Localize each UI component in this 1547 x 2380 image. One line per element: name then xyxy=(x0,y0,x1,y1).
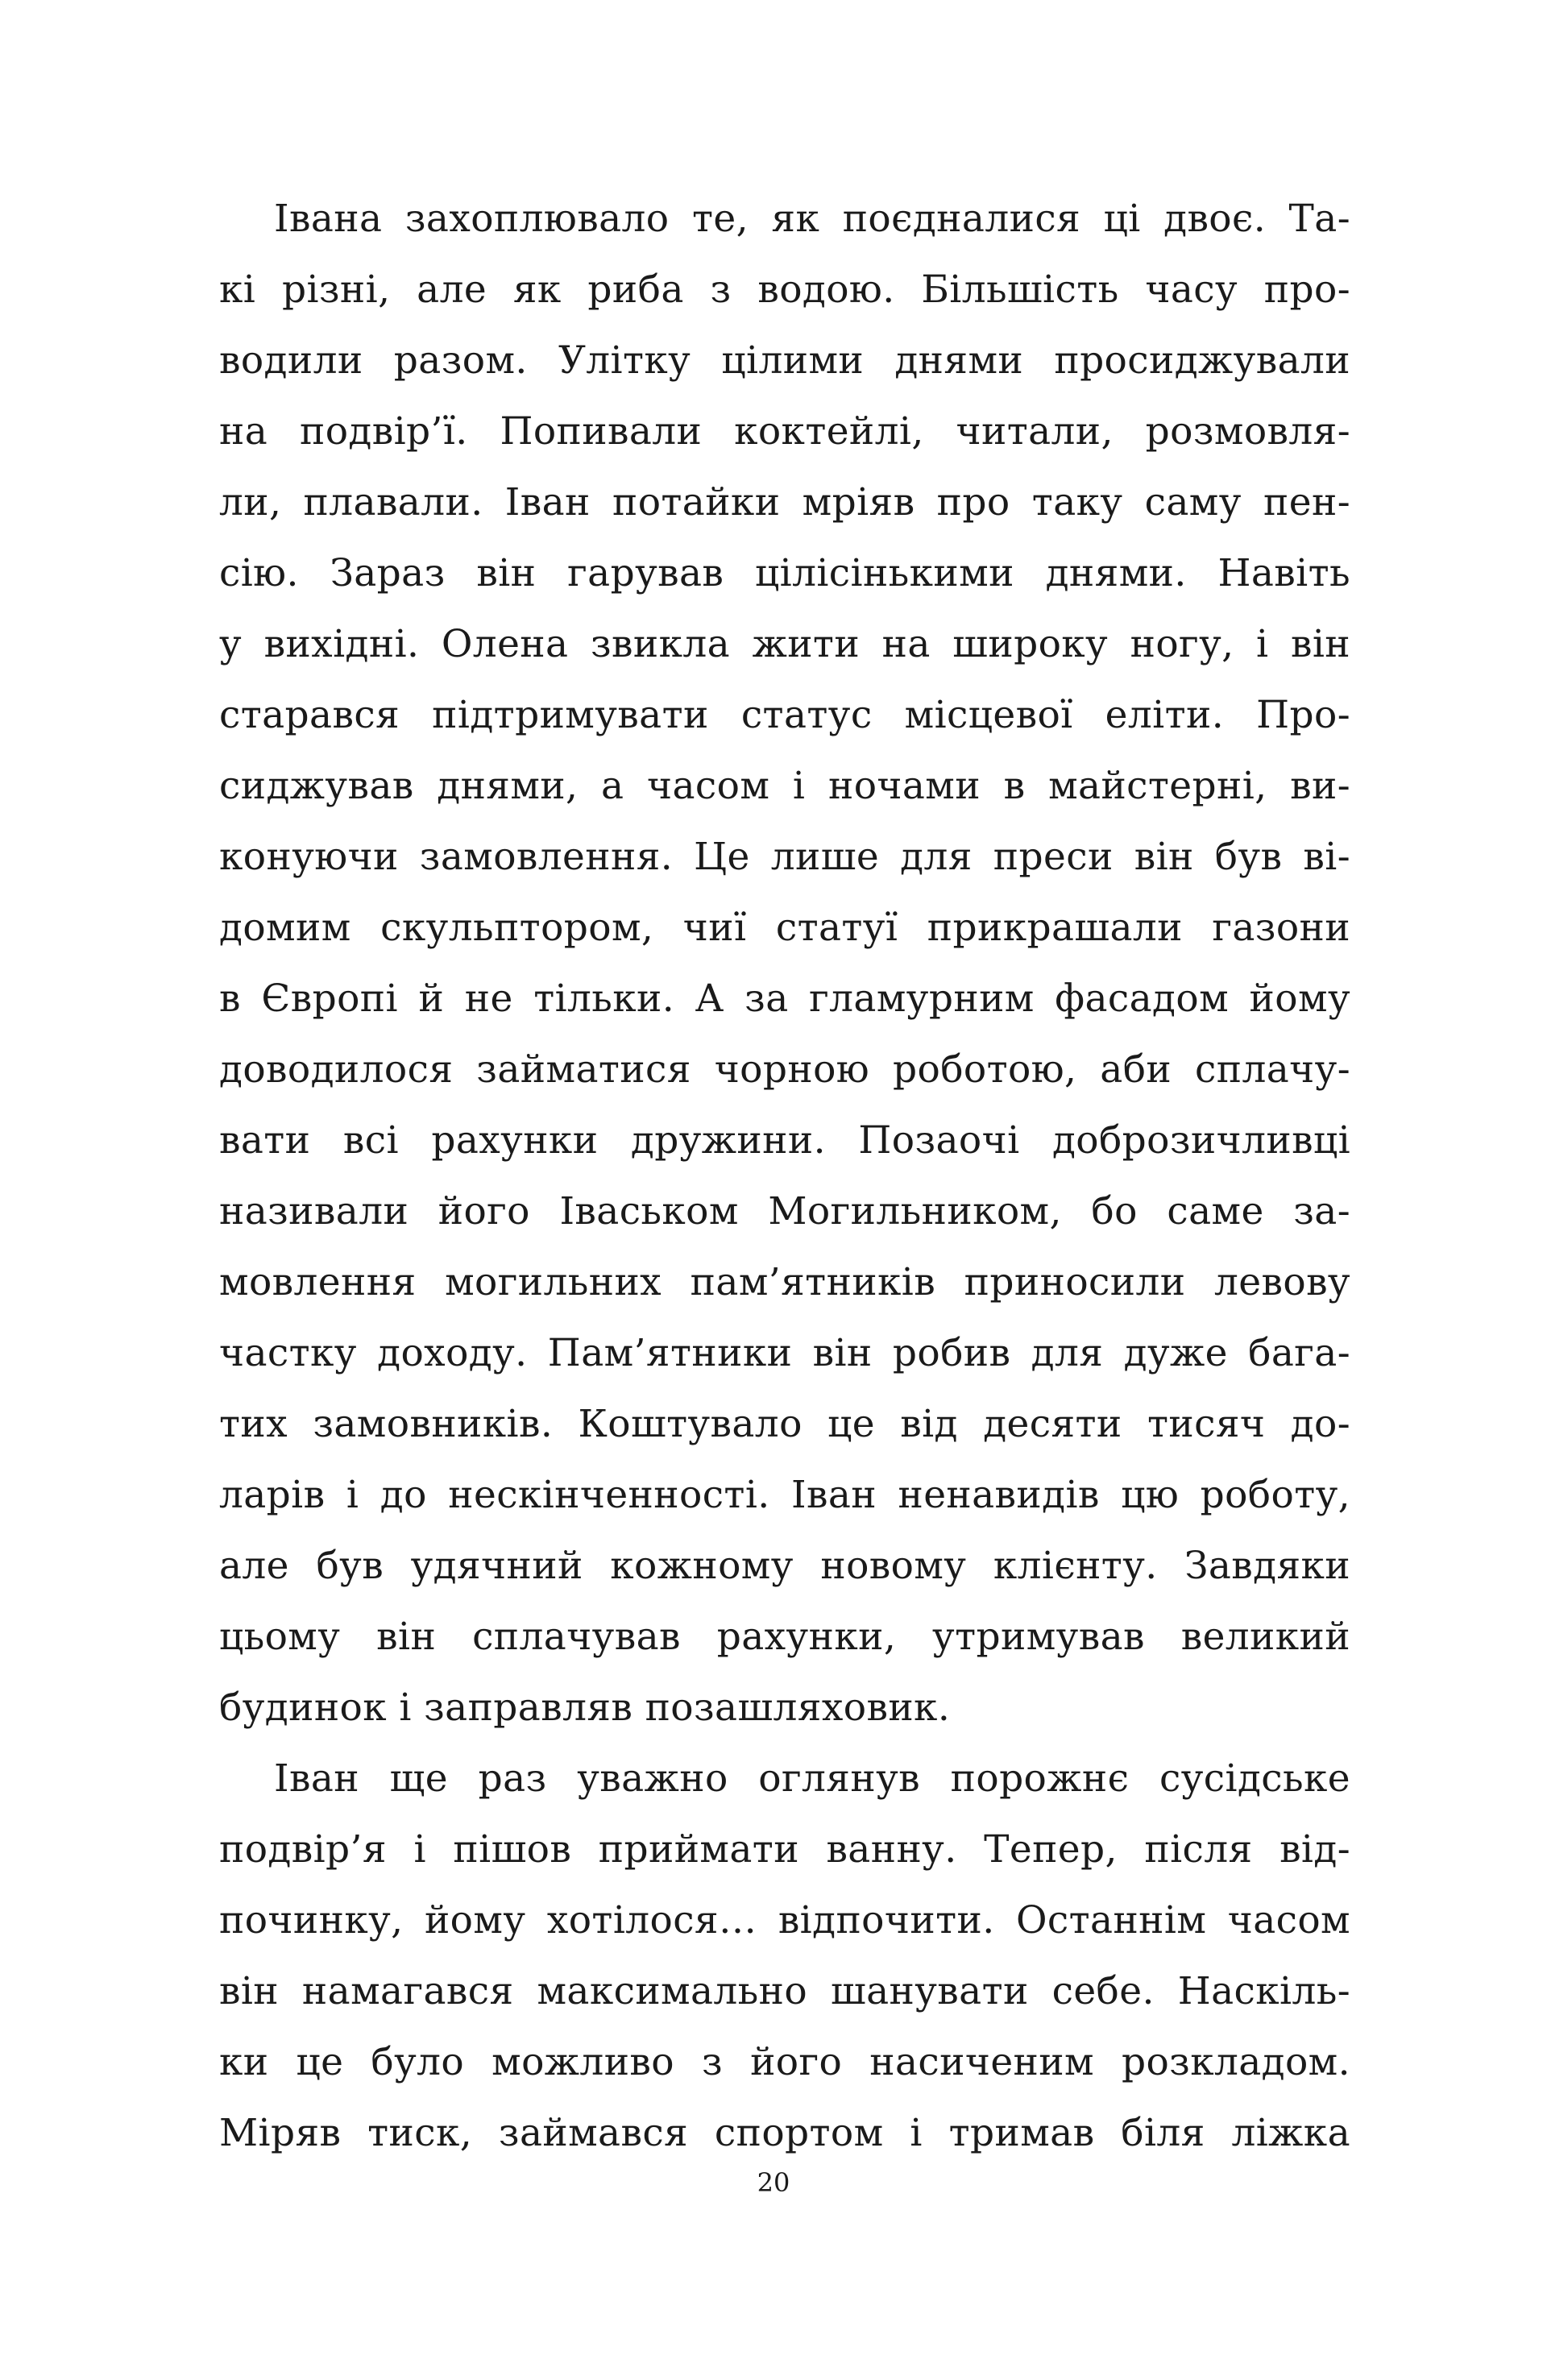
text-line: ли, плавали. Іван потайки мріяв про таку саму пен- xyxy=(219,480,1350,525)
text-line: мовлення могильних пам’ятників приносили левову xyxy=(219,1260,1350,1304)
text-line: в Європі й не тільки. А за гламурним фасадом йому xyxy=(219,976,1350,1021)
text-line: цьому він сплачував рахунки, утримував великий xyxy=(219,1615,1350,1659)
text-line: вати всі рахунки дружини. Позаочі доброзичливці xyxy=(219,1118,1350,1163)
text-line: ки це було можливо з його насиченим розкладом. xyxy=(219,2040,1350,2084)
text-line: Іван ще раз уважно оглянув порожнє сусідське xyxy=(274,1756,1350,1801)
text-line: будинок і заправляв позашляховик. xyxy=(219,1685,951,1730)
text-line: починку, йому хотілося… відпочити. Останнім часом xyxy=(219,1898,1350,1943)
text-line: у вихідні. Олена звикла жити на широку ногу, і він xyxy=(219,622,1350,666)
page-number: 20 xyxy=(757,2167,790,2198)
body-text xyxy=(219,184,1350,2169)
text-line: Івана захоплювало те, як поєдналися ці двоє. Та- xyxy=(274,197,1350,241)
text-line: ларів і до нескінченності. Іван ненавидів цю роботу, xyxy=(219,1473,1350,1517)
text-line: домим скульптором, чиї статуї прикрашали газони xyxy=(219,906,1350,950)
text-line: частку доходу. Пам’ятники він робив для дуже бага- xyxy=(219,1331,1350,1375)
text-line: Міряв тиск, займався спортом і тримав біля ліжка xyxy=(219,2111,1350,2155)
text-line: називали його Іваськом Могильником, бо саме за- xyxy=(219,1189,1350,1234)
text-line: тих замовників. Коштувало це від десяти тисяч до- xyxy=(219,1402,1350,1446)
text-line: сиджував днями, а часом і ночами в майстерні, ви- xyxy=(219,764,1350,808)
text-line: конуючи замовлення. Це лише для преси він був ві- xyxy=(219,835,1350,879)
text-line: сію. Зараз він гарував цілісінькими днями. Навіть xyxy=(219,551,1350,595)
text-line: подвір’я і пішов приймати ванну. Тепер, після від- xyxy=(219,1827,1350,1872)
text-line: старався підтримувати статус місцевої еліти. Про- xyxy=(219,693,1350,737)
text-line: кі різні, але як риба з водою. Більшість часу про- xyxy=(219,267,1350,312)
paragraph-2 xyxy=(219,1744,1350,2169)
text-line: він намагався максимально шанувати себе. Наскіль- xyxy=(219,1969,1350,2013)
text-line: доводилося займатися чорною роботою, аби сплачу- xyxy=(219,1047,1350,1092)
paragraph-1 xyxy=(219,184,1350,1744)
text-line: водили разом. Улітку цілими днями просиджували xyxy=(219,338,1350,383)
text-line: але був удячний кожному новому клієнту. Завдяки xyxy=(219,1544,1350,1588)
text-line: на подвір’ї. Попивали коктейлі, читали, розмовля- xyxy=(219,409,1350,454)
